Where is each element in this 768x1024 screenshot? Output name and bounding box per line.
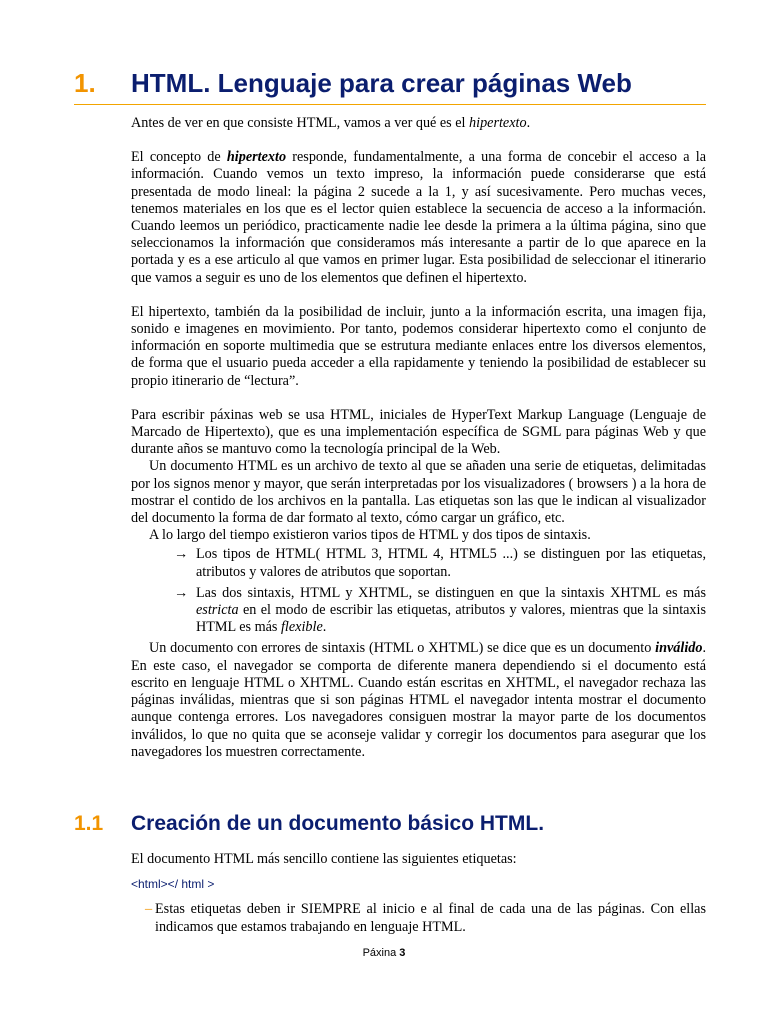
text: responde, fundamentalmente, a una forma de concebir el acceso a la información. Cuando vemos un texto impreso, la información puede considerarse que está presentada de modo lineal: la página 2 sucede a la 1, y así sucesivamente. Pero muchas veces, tenemos materiales en los que es el lector quien establece la secuencia de acceso a la información. Cuando leemos un periódico, practicamente nadie lee desde la primera a la última página, sino que seleccionamos la información que consideramos más interesante a partir de lo que aparece en la portada y es a ese articulo al que vamos en primer lugar. Esta posibilidad de seleccionar el itinerario que vamos a seguir es uno de los elementos que definen el hipertexto. [131, 149, 706, 286]
paragraph-html-document: Un documento HTML es un archivo de texto al que se añaden una serie de etiquetas, delimitadas por los signos menor y mayor, que serán interpretadas por los visualizadores ( browsers ) a la hora de mostrar el contido de los archivos en la pantalla. Las etiquetas son las que le indican al visualizador del documento la forma de dar formato al texto, cómo cargar un gráfico, etc. [131, 458, 706, 527]
paragraph-intro [131, 115, 706, 132]
page-number: 3 [399, 947, 406, 959]
text: . [322, 619, 327, 636]
paragraph-invalid-document [131, 640, 706, 760]
paragraph-hipertexto [131, 149, 706, 287]
text: . En este caso, el navegador se comporta de diferente manera dependiendo si el documento está escrito en lenguaje HTML o XHTML. Cuando están escritas en XHTML, el navegador rechaza las páginas inválidas, mientras que si son páginas HTML el navegador intenta mostrar el documento aunque contenga errores. Los navegadores consiguen mostrar la mayor parte de los documentos inválidos, lo que no quita que se aconseje validar y corregir los documentos para asegurar que los navegadores los muestren correctamente. [131, 640, 706, 760]
paragraph-html-types: A lo largo del tiempo existieron varios tipos de HTML y dos tipos de sintaxis. [149, 527, 591, 544]
page-footer [0, 947, 768, 959]
section-title: HTML. Lenguaje para crear páginas Web [131, 68, 632, 98]
list-item-text: Los tipos de HTML( HTML 3, HTML 4, HTML5 ...) se distinguen por las etiquetas, atributos y valores de atributos que soportan. [196, 546, 706, 580]
code-snippet: <html></ html > [131, 877, 215, 892]
section-1-1-body [131, 851, 706, 936]
list-item-text: Estas etiquetas deben ir SIEMPRE al inicio e al final de cada una de las páginas. Con ellas indicamos que estamos trabajando en lenguaje HTML. [155, 901, 706, 935]
emphasis: hipertexto [469, 115, 527, 131]
arrow-right-icon: → [174, 584, 189, 601]
section-number: 1. [74, 68, 96, 98]
dash-icon: – [145, 901, 153, 918]
text: Antes de ver en que consiste HTML, vamos a ver qué es el [131, 115, 470, 131]
text: Un documento con errores de sintaxis (HTML o XHTML) se dice que es un documento [149, 640, 656, 657]
list-item [131, 546, 706, 580]
strong-emphasis: hipertexto [226, 149, 287, 166]
footer-label: Páxina [362, 947, 397, 959]
text: . [526, 115, 531, 131]
text: Las dos sintaxis, HTML y XHTML, se distinguen en que la sintaxis XHTML es más [196, 584, 706, 601]
paragraph-multimedia: El hipertexto, también da la posibilidad de incluir, junto a la información escrita, una imagen fija, sonido e imagenes en movimiento. Por tanto, podemos considerar hipertexto como el conjunto de información en soporte multimedia que se estrutura mediante enlaces entre los diversos elementos, de forma que el usuario pueda acceder a ella rapidamente y teniendo la posibilidad de establecer su propio itinerario de “lectura”. [131, 303, 706, 389]
section-body [131, 115, 706, 761]
text: El concepto de [131, 149, 227, 166]
paragraph-section-intro: El documento HTML más sencillo contiene las siguientes etiquetas: [131, 851, 517, 867]
section-heading-1 [74, 64, 706, 105]
emphasis: estricta [196, 602, 239, 619]
dash-list-item [131, 901, 706, 935]
section-title: Creación de un documento básico HTML. [131, 812, 545, 835]
emphasis: flexible [280, 619, 323, 636]
arrow-right-icon: → [174, 546, 189, 563]
section-heading-1-1 [74, 812, 706, 842]
bullet-list [131, 546, 706, 636]
section-number: 1.1 [74, 812, 104, 835]
list-item [131, 585, 706, 637]
text: en el modo de escribir las etiquetas, atributos y valores, mientras que la sintaxis HTML es más [196, 602, 706, 636]
paragraph-html-definition: Para escribir páxinas web se usa HTML, iniciales de HyperText Markup Language (Lenguaje de Marcado de Hipertexto), que es una implementación específica de SGML para páginas Web y que durante años se mantuvo como la tecnología principal de la Web. [131, 406, 706, 458]
strong-emphasis: inválido [655, 640, 703, 657]
